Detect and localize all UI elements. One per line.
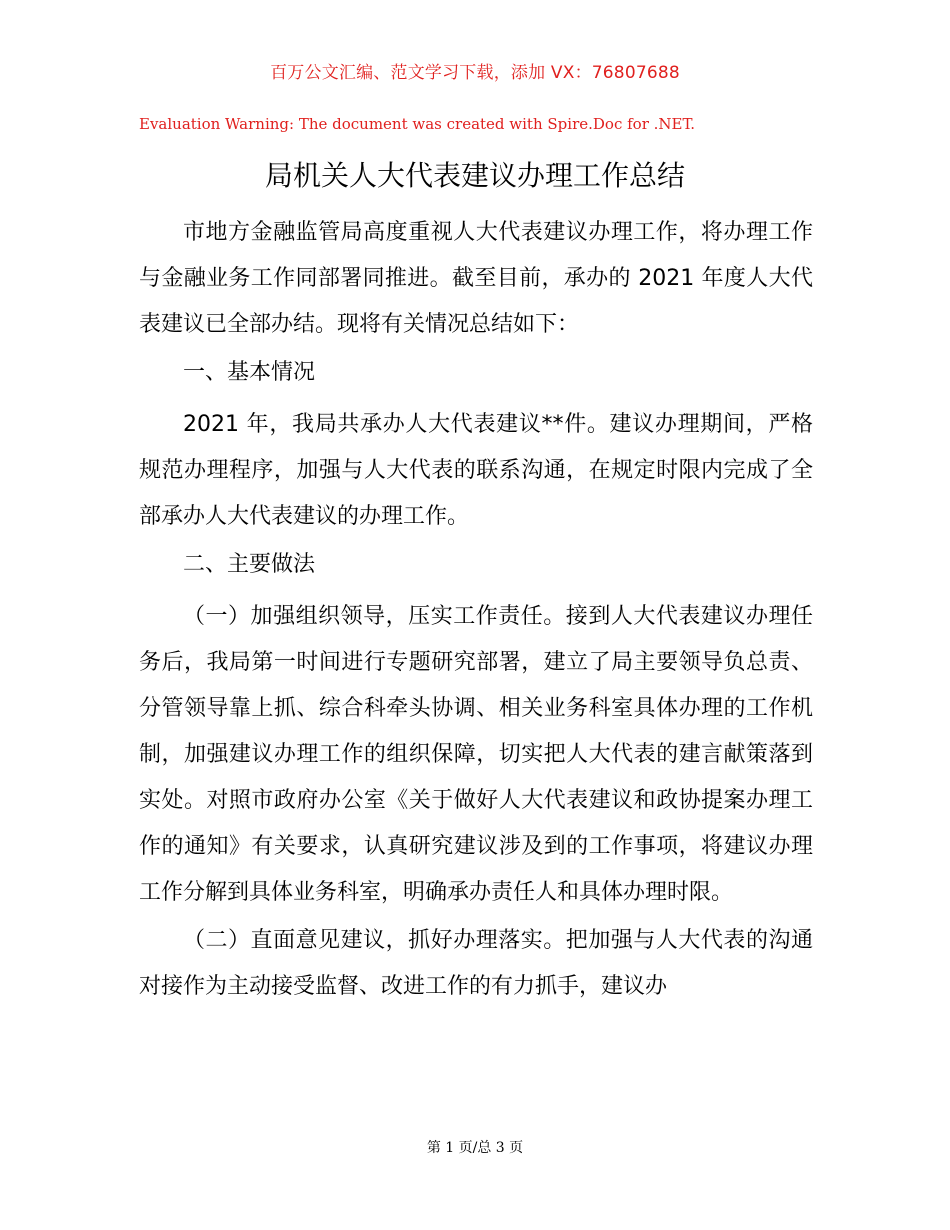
document-body [139,210,813,1012]
page-number-footer: 第 1 页/总 3 页 [426,1140,524,1156]
practice-1-paragraph: （一）加强组织领导，压实工作责任。接到人大代表建议办理任务后，我局第一时间进行专题研究部署，建立了局主要领导负总责、分管领导靠上抓、综合科牵头协调、相关业务科室具体办理的工作机制，加强建议办理工作的组织保障，切实把人大代表的建言献策落到实处。对照市政府办公室《关于做好人大代表建议和政协提案办理工作的通知》有关要求，认真研究建议涉及到的工作事项，将建议办理工作分解到具体业务科室，明确承办责任人和具体办理时限。 [139,604,813,905]
document-title: 局机关人大代表建议办理工作总结 [264,159,685,192]
intro-paragraph: 市地方金融监管局高度重视人大代表建议办理工作，将办理工作与金融业务工作同部署同推进。截至目前，承办的 2021 年度人大代表建议已全部办结。现将有关情况总结如下： [139,220,813,337]
evaluation-warning: Evaluation Warning: The document was created with Spire.Doc for .NET. [139,115,696,133]
promo-banner: 百万公文汇编、范文学习下载，添加 VX：76807688 [270,63,680,83]
section-heading-main-practices: 二、主要做法 [183,552,316,577]
practice-2-paragraph: （二）直面意见建议，抓好办理落实。把加强与人大代表的沟通对接作为主动接受监督、改进工作的有力抓手，建议办 [139,928,813,999]
basic-situation-paragraph: 2021 年，我局共承办人大代表建议**件。建议办理期间，严格规范办理程序，加强与人大代表的联系沟通，在规定时限内完成了全部承办人大代表建议的办理工作。 [139,412,813,529]
section-heading-basic-situation: 一、基本情况 [183,360,316,385]
